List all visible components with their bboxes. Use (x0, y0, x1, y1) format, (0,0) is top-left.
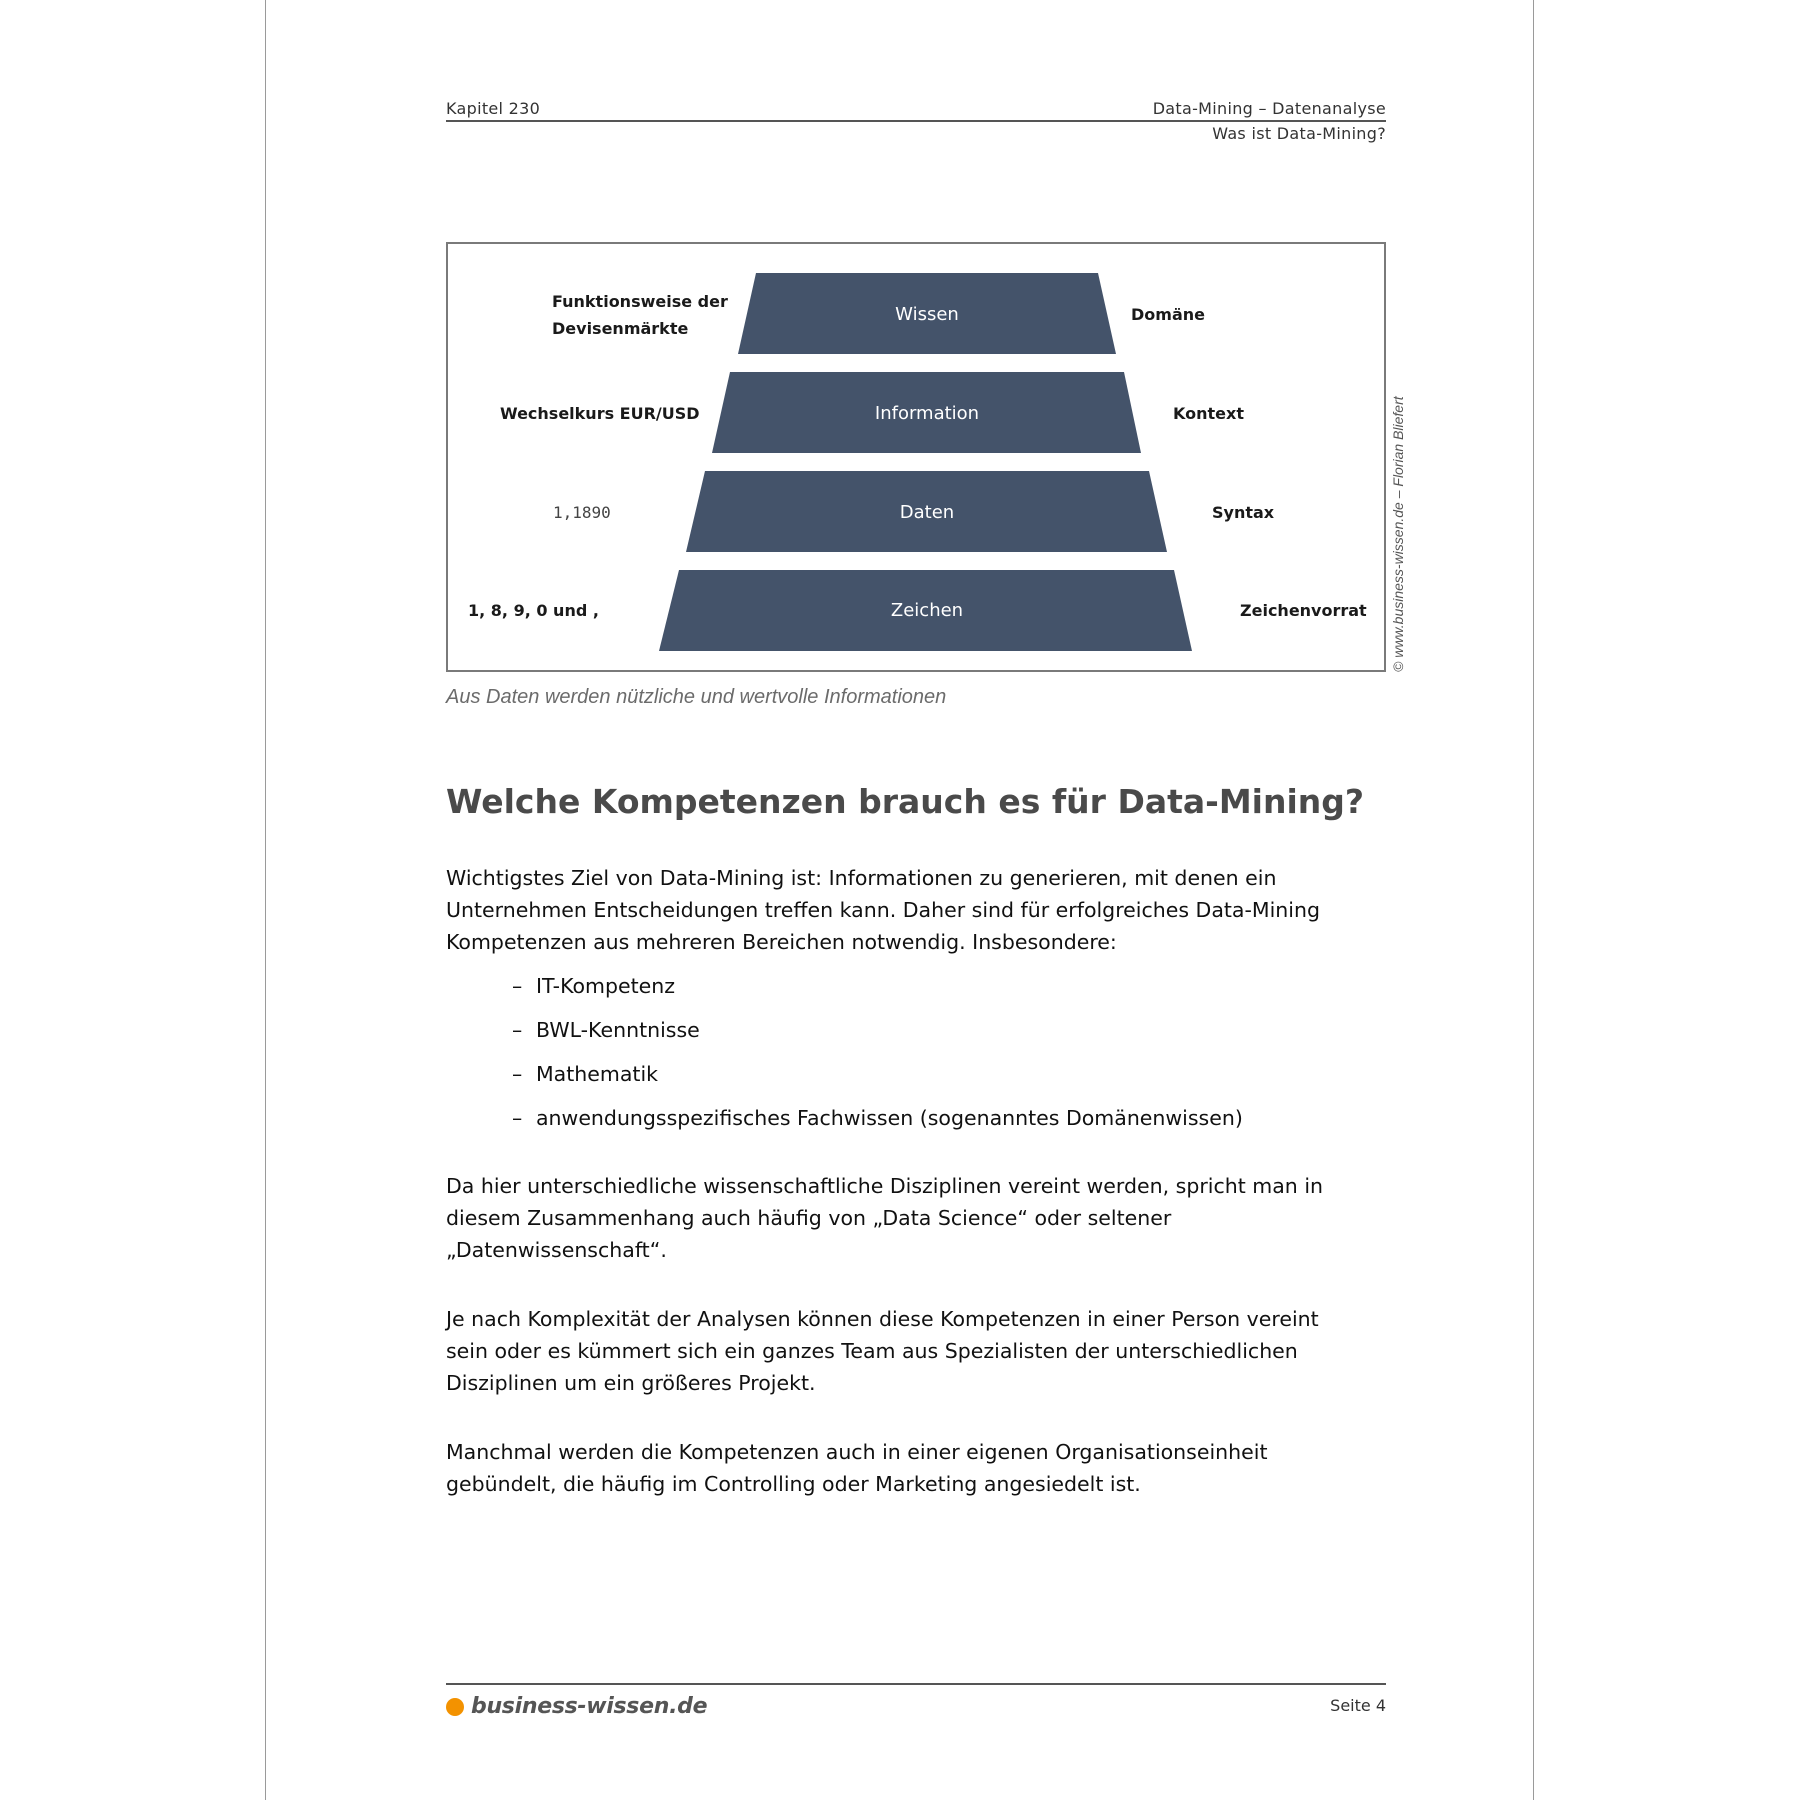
text-line: Je nach Komplexität der Analysen können diese Kompetenzen in einer Person vereint (446, 1307, 1319, 1331)
list-item (512, 1014, 1243, 1058)
tier-label-wissen: Wissen (895, 304, 959, 325)
list-item (512, 1102, 1243, 1146)
left-label-wissen-line2: Devisenmärkte (552, 319, 689, 338)
text-line: Disziplinen um ein größeres Projekt. (446, 1371, 816, 1395)
text-line: Wichtigstes Ziel von Data-Mining ist: Informationen zu generieren, mit denen ein (446, 866, 1277, 890)
dash-marker: – (512, 1018, 523, 1042)
dash-marker: – (512, 1106, 523, 1130)
left-label-daten: 1,1890 (553, 503, 611, 522)
list-item (512, 970, 1243, 1014)
section-title: Data-Mining – Datenanalyse (1152, 99, 1386, 118)
text-line: gebündelt, die häufig im Controlling oder Marketing angesiedelt ist. (446, 1472, 1141, 1496)
text-line: Manchmal werden die Kompetenzen auch in einer eigenen Organisationseinheit (446, 1440, 1268, 1464)
intro-paragraph (446, 862, 1386, 958)
tier-label-information: Information (874, 403, 980, 424)
subsection-title: Was ist Data-Mining? (1212, 124, 1386, 143)
logo-dot-icon (446, 1698, 464, 1716)
pyramid-figure (446, 242, 1386, 672)
competence-list (512, 970, 1243, 1146)
pyramid-diagram (448, 244, 1384, 670)
list-item (512, 1058, 1243, 1102)
dash-marker: – (512, 1062, 523, 1086)
list-item-text: Mathematik (536, 1062, 659, 1086)
organisation-paragraph (446, 1436, 1386, 1500)
right-label-information: Kontext (1173, 404, 1244, 423)
left-label-wissen-line1: Funktionsweise der (552, 292, 728, 311)
list-item-text: BWL-Kenntnisse (536, 1018, 700, 1042)
left-label-zeichen: 1, 8, 9, 0 und , (468, 601, 599, 620)
section-heading: Welche Kompetenzen brauch es für Data-Mining? (446, 782, 1365, 821)
page-number: Seite 4 (1330, 1696, 1386, 1715)
list-item-text: IT-Kompetenz (536, 974, 676, 998)
header-rule (446, 120, 1386, 122)
text-line: „Datenwissenschaft“. (446, 1238, 667, 1262)
tier-label-daten: Daten (899, 502, 955, 523)
text-line: Da hier unterschiedliche wissenschaftliche Disziplinen vereint werden, spricht man in (446, 1174, 1324, 1198)
footer-rule (446, 1683, 1386, 1685)
list-item-text: anwendungsspezifisches Fachwissen (sogenanntes Domänenwissen) (536, 1106, 1243, 1130)
right-label-zeichen: Zeichenvorrat (1240, 601, 1367, 620)
data-science-paragraph (446, 1170, 1386, 1266)
dash-marker: – (512, 974, 523, 998)
chapter-label: Kapitel 230 (446, 99, 541, 118)
tier-label-zeichen: Zeichen (890, 600, 964, 621)
text-line: Unternehmen Entscheidungen treffen kann. Daher sind für erfolgreiches Data-Mining (446, 898, 1320, 922)
right-label-wissen: Domäne (1131, 305, 1205, 324)
text-line: diesem Zusammenhang auch häufig von „Data Science“ oder seltener (446, 1206, 1172, 1230)
text-line: Kompetenzen aus mehreren Bereichen notwendig. Insbesondere: (446, 930, 1117, 954)
figure-caption: Aus Daten werden nützliche und wertvolle Informationen (446, 686, 947, 708)
brand-logo (446, 1694, 707, 1719)
brand-name: business-wissen.de (471, 1694, 708, 1719)
right-label-daten: Syntax (1212, 503, 1275, 522)
figure-copyright: © www.business-wissen.de – Florian Bliefert (1390, 396, 1406, 672)
left-label-information: Wechselkurs EUR/USD (500, 404, 700, 423)
text-line: sein oder es kümmert sich ein ganzes Team aus Spezialisten der unterschiedlichen (446, 1339, 1298, 1363)
team-paragraph (446, 1303, 1386, 1399)
